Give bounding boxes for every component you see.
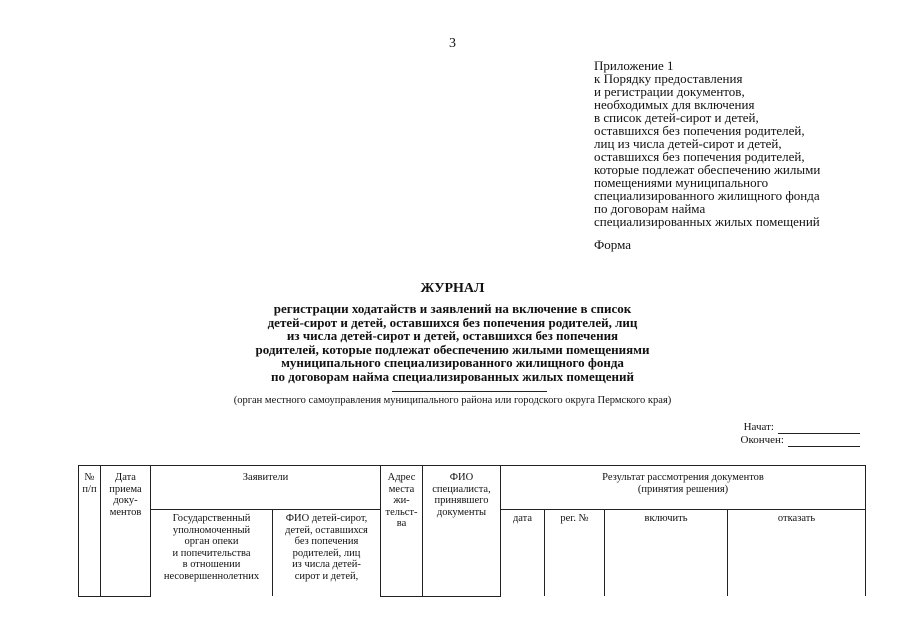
appendix-line: и регистрации документов, <box>594 84 745 99</box>
appendix-line: помещениями муниципального <box>594 175 769 190</box>
appendix-line: Приложение 1 <box>594 58 674 73</box>
col-applicants-header: Заявители <box>151 466 381 510</box>
sub-refuse-header: отказать <box>728 510 866 597</box>
subtitle-line: из числа детей-сирот и детей, оставшихся без попечения <box>286 328 619 343</box>
appendix-line: оставшихся без попечения родителей, <box>594 123 805 138</box>
journal-dates <box>700 421 860 447</box>
subtitle-line: регистрации ходатайств и заявлений на включение в список <box>273 301 632 316</box>
started-blank <box>778 423 860 434</box>
col-number-header: № п/п <box>79 466 101 597</box>
col-result-header: Результат рассмотрения документов (принятия решения) <box>501 466 866 510</box>
ended-blank <box>788 436 860 447</box>
started-row <box>700 421 860 434</box>
col-date-header: Дата приема доку- ментов <box>101 466 151 597</box>
org-signature-line <box>392 391 547 392</box>
appendix-line: лиц из числа детей-сирот и детей, <box>594 136 782 151</box>
started-label: Начат: <box>743 421 774 433</box>
org-caption: (орган местного самоуправления муниципального района или городского округа Пермского края) <box>233 395 672 406</box>
ended-label: Окончен: <box>740 434 784 446</box>
appendix-line: необходимых для включения <box>594 97 755 112</box>
ended-row <box>700 434 860 447</box>
col-specialist-header: ФИО специалиста, принявшего документы <box>423 466 501 597</box>
appendix-block <box>594 59 894 228</box>
page-number: 3 <box>449 36 456 51</box>
journal-subtitle <box>0 302 905 383</box>
subtitle-line: по договорам найма специализированных жилых помещений <box>271 368 634 384</box>
appendix-line: которые подлежат обеспечению жилыми <box>594 162 821 177</box>
col-address-header: Адрес места жи- тельст- ва <box>381 466 423 597</box>
subtitle-line: муниципального специализированного жилищного фонда <box>281 355 624 370</box>
sub-date-header: дата <box>501 510 545 597</box>
appendix-line: в список детей-сирот и детей, <box>594 110 759 125</box>
sub-state-body-header: Государственный уполномоченный орган опеки и попечительства в отношении несовершеннолетних <box>151 510 273 597</box>
journal-title: ЖУРНАЛ <box>420 281 485 296</box>
sub-reg-header: рег. № <box>545 510 605 597</box>
appendix-line: по договорам найма <box>594 201 706 216</box>
subtitle-line: детей-сирот и детей, оставшихся без попечения родителей, лиц <box>267 314 638 330</box>
appendix-line: к Порядку предоставления <box>594 71 743 86</box>
form-label: Форма <box>594 237 631 252</box>
appendix-line: оставшихся без попечения родителей, <box>594 149 805 164</box>
appendix-line: специализированных жилых помещений <box>594 214 820 229</box>
journal-table <box>78 465 866 597</box>
sub-fio-header: ФИО детей-сирот, детей, оставшихся без попечения родителей, лиц из числа детей- сирот и детей, <box>273 510 381 597</box>
appendix-line: специализированного жилищного фонда <box>594 188 820 203</box>
sub-include-header: включить <box>605 510 728 597</box>
subtitle-line: родителей, которые подлежат обеспечению жилыми помещениями <box>255 341 650 357</box>
